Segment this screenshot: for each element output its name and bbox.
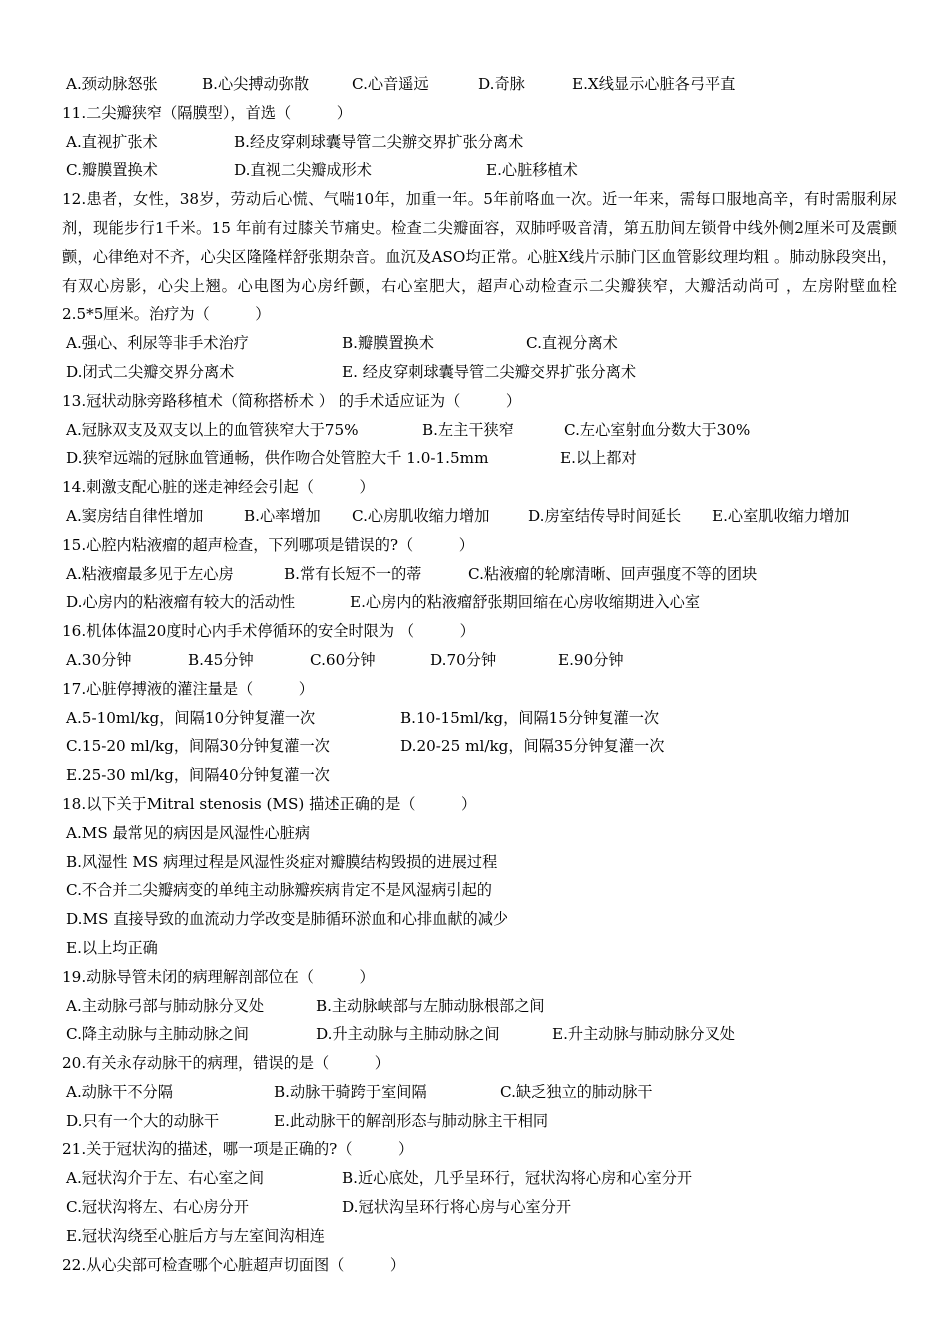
options-row	[62, 70, 902, 99]
answer-option: D.狭窄远端的冠脉血管通畅，供作吻合处管腔大千 1.0-1.5mm	[66, 449, 489, 468]
options-row	[62, 416, 902, 445]
answer-option: D.20-25 ml/kg，间隔35分钟复灌一次	[400, 737, 665, 756]
answer-option: A.5-10ml/kg，间隔10分钟复灌一次	[66, 708, 316, 727]
answer-option: B.近心底处，几乎呈环行，冠状沟将心房和心室分开	[342, 1169, 693, 1188]
answer-option: B.左主干狭窄	[422, 420, 514, 439]
answer-option: A.粘液瘤最多见于左心房	[66, 564, 234, 583]
answer-option: D.只有一个大的动脉干	[66, 1111, 220, 1130]
options-row	[62, 1107, 902, 1136]
options-row	[62, 588, 902, 617]
answer-option: C.粘液瘤的轮廓清晰、回声强度不等的团块	[468, 564, 758, 583]
answer-option: D.升主动脉与主肺动脉之间	[316, 1025, 500, 1044]
answer-option: A.冠脉双支及双支以上的血管狭窄大于75%	[66, 420, 359, 439]
answer-option: B.心率增加	[244, 506, 321, 525]
answer-option: D.冠状沟呈环行将心房与心室分开	[342, 1198, 572, 1217]
answer-option: C.不合并二尖瓣病变的单纯主动脉瓣疾病肯定不是风湿病引起的	[66, 881, 492, 900]
answer-option: C.冠状沟将左、右心房分开	[66, 1198, 249, 1217]
answer-option: A.动脉干不分隔	[66, 1082, 173, 1101]
answer-option: D.房室结传导时间延长	[528, 506, 682, 525]
answer-option: B.10-15ml/kg，间隔15分钟复灌一次	[400, 708, 660, 727]
options-row	[62, 992, 902, 1021]
answer-option: C.降主动脉与主肺动脉之间	[66, 1025, 249, 1044]
answer-option: A.MS 最常见的病因是风湿性心脏病	[66, 823, 311, 842]
options-row	[62, 905, 902, 934]
answer-option: C.60分钟	[310, 650, 376, 669]
options-row	[62, 1164, 902, 1193]
answer-option: A.冠状沟介于左、右心室之间	[66, 1169, 265, 1188]
options-row	[62, 876, 902, 905]
answer-option: E.25-30 ml/kg，间隔40分钟复灌一次	[66, 766, 330, 785]
answer-option: E.X线显示心脏各弓平直	[572, 75, 736, 93]
options-row	[62, 329, 902, 358]
answer-option: C.15-20 ml/kg，间隔30分钟复灌一次	[66, 737, 330, 756]
options-row	[62, 1078, 902, 1107]
question-stem: 14.刺激支配心脏的迷走神经会引起（ ）	[62, 478, 375, 497]
answer-option: A.30分钟	[66, 650, 132, 669]
answer-option: C.心音遥远	[352, 75, 429, 93]
answer-option: C.瓣膜置换术	[66, 161, 158, 180]
answer-option: B.风湿性 MS 病理过程是风湿性炎症对瓣膜结构毁损的进展过程	[66, 852, 498, 871]
answer-option: D.心房内的粘液瘤有较大的活动性	[66, 593, 296, 612]
question-stem: 15.心腔内粘液瘤的超声检查，下列哪项是错误的?（ ）	[62, 535, 474, 554]
answer-option: E.升主动脉与肺动脉分叉处	[552, 1025, 735, 1044]
options-row	[62, 704, 902, 733]
options-row	[62, 560, 902, 589]
options-row	[62, 128, 902, 157]
options-row	[62, 444, 902, 473]
answer-option: B.瓣膜置换术	[342, 334, 434, 353]
exam-document	[62, 70, 902, 1279]
options-row	[62, 732, 902, 761]
answer-option: E.心脏移植术	[486, 161, 578, 180]
options-row	[62, 358, 902, 387]
options-row	[62, 819, 902, 848]
question-stem: 16.机体体温20度时心内手术停循环的安全时限为 （ ）	[62, 622, 475, 641]
options-row	[62, 848, 902, 877]
options-row	[62, 156, 902, 185]
answer-option: A.主动脉弓部与肺动脉分叉处	[66, 996, 265, 1015]
answer-option: B.45分钟	[188, 650, 254, 669]
question-stem: 17.心脏停搏液的灌注量是（ ）	[62, 679, 314, 698]
answer-option: E.以上都对	[560, 449, 637, 468]
answer-option: B.常有长短不一的蒂	[284, 564, 422, 583]
answer-option: C.直视分离术	[526, 334, 618, 353]
answer-option: C.左心室射血分数大于30%	[564, 420, 751, 439]
options-row	[62, 1020, 902, 1049]
question-stem: 12.患者，女性，38岁，劳动后心慌、气喘10年，加重一年。5年前咯血一次。近一年来，需每口服地高辛，有时需服利尿剂，现能步行1千米。15 年前有过膝关节痛史。检查二尖瓣面容，双肺呼吸音清，第五肋间左锁骨中线外侧2厘米可及震颤颤，心律绝对不齐，心尖区隆隆样舒张期杂音。血沉及ASO均正常。心脏X线片示肺门区血管影纹理均粗 。肺动脉段突出，有双心房影，心尖上翘。心电图为心房纤颤，右心室肥大，超声心动检查示二尖瓣狭窄，大瓣活动尚可 ，左房附壁血栓2.5*5厘米。治疗为（ ）	[62, 190, 897, 324]
answer-option: D.MS 直接导致的血流动力学改变是肺循环淤血和心排血献的减少	[66, 910, 509, 929]
question-stem: 18.以下关于Mitral stenosis (MS) 描述正确的是（ ）	[62, 794, 477, 813]
answer-option: C.缺乏独立的肺动脉干	[500, 1082, 653, 1101]
answer-option: B.动脉干骑跨于室间隔	[274, 1082, 427, 1101]
answer-option: E.心室肌收缩力增加	[712, 506, 850, 525]
question-stem: 21.关于冠状沟的描述，哪一项是正确的?（ ）	[62, 1140, 414, 1159]
options-row	[62, 761, 902, 790]
answer-option: B.经皮穿刺球囊导管二尖辦交界扩张分离术	[234, 132, 524, 151]
question-stem: 22.从心尖部可检查哪个心脏超声切面图（ ）	[62, 1255, 406, 1274]
answer-option: E.冠状沟绕至心脏后方与左室间沟相连	[66, 1226, 325, 1245]
answer-option: A.强心、利尿等非手术治疗	[66, 334, 249, 353]
answer-option: E.此动脉干的解剖形态与肺动脉主干相同	[274, 1111, 549, 1130]
answer-option: D.奇脉	[478, 75, 525, 93]
answer-option: B.心尖搏动弥散	[202, 75, 310, 93]
answer-option: B.主动脉峡部与左肺动脉根部之间	[316, 996, 545, 1015]
options-row	[62, 646, 902, 675]
answer-option: D.70分钟	[430, 650, 497, 669]
options-row	[62, 1193, 902, 1222]
answer-option: D.闭式二尖瓣交界分离术	[66, 362, 235, 381]
answer-option: A.窦房结自律性增加	[66, 506, 204, 525]
answer-option: A.颈动脉怒张	[66, 75, 158, 93]
question-stem: 19.动脉导管未闭的病理解剖部位在（ ）	[62, 967, 375, 986]
answer-option: C.心房肌收缩力增加	[352, 506, 490, 525]
answer-option: E.以上均正确	[66, 938, 158, 957]
answer-option: E. 经皮穿刺球囊导管二尖瓣交界扩张分离术	[342, 362, 637, 381]
question-stem: 20.有关永存动脉干的病理，错误的是（ ）	[62, 1054, 390, 1073]
answer-option: D.直视二尖瓣成形术	[234, 161, 372, 180]
question-stem: 13.冠状动脉旁路移植术（简称搭桥术 ） 的手术适应证为（ ）	[62, 391, 522, 410]
question-stem: 11.二尖瓣狭窄（隔膜型），首选（ ）	[62, 103, 352, 122]
options-row	[62, 1222, 902, 1251]
options-row	[62, 502, 902, 531]
options-row	[62, 934, 902, 963]
answer-option: A.直视扩张术	[66, 132, 158, 151]
answer-option: E.90分钟	[558, 650, 624, 669]
answer-option: E.心房内的粘液瘤舒张期回缩在心房收缩期进入心室	[350, 593, 701, 612]
